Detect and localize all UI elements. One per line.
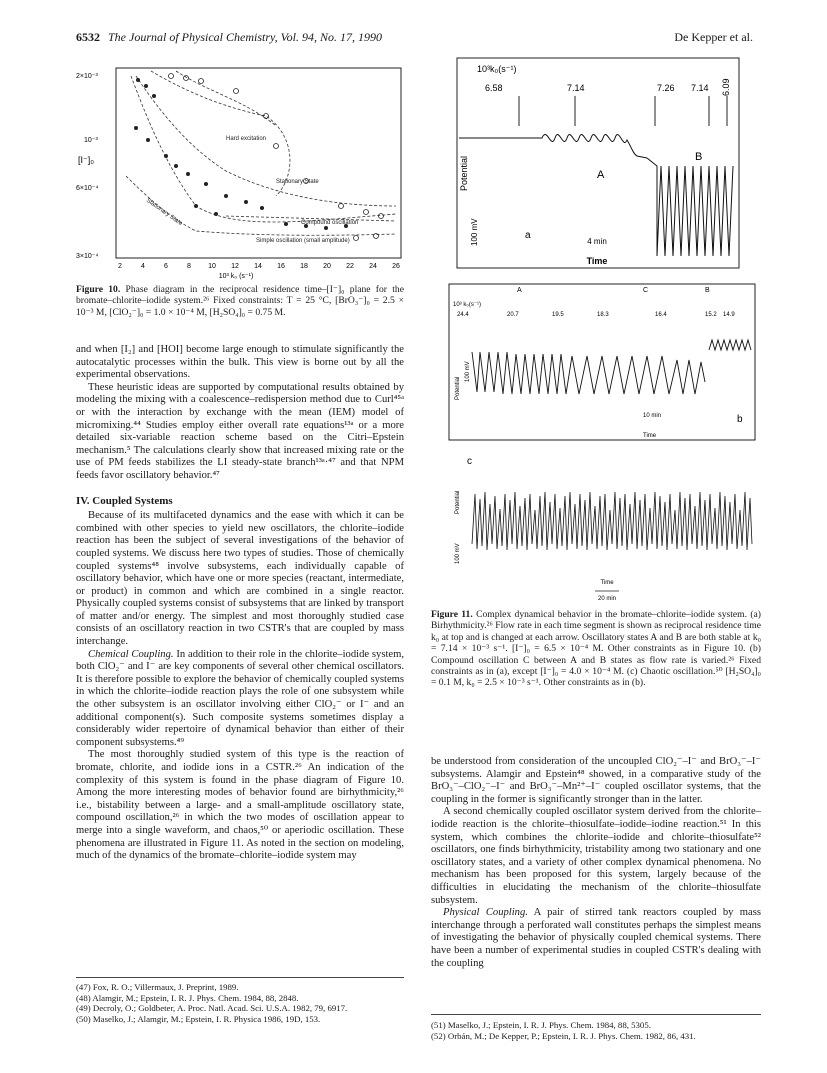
scale-label: 100 mV bbox=[465, 361, 471, 382]
x-tick-label: 26 bbox=[392, 263, 400, 270]
x-tick-label: 8 bbox=[187, 263, 191, 270]
region-label: Stationary State bbox=[144, 197, 184, 228]
paragraph: Chemical Coupling. In addition to their role in the chlorite–iodide system, both ClO₂⁻ and I⁻ are key components of several other chemical oscillators. It is therefore possible to explore the behavior of chemically coupled systems in which the chlorite–iodide reaction plays the role of one subsystem while the other subsystem is an oscillator involving either ClO₂⁻ or I⁻ and an additional component(s). Such composite systems sometimes display a considerably wider repertoire of dynamical behavior than either of their component subsystems.⁴⁹ bbox=[76, 648, 405, 748]
x-tick-labels bbox=[118, 263, 400, 270]
open-markers bbox=[169, 74, 384, 241]
region-label: Hard excitation bbox=[226, 136, 267, 142]
y-tick-label: 6×10⁻⁴ bbox=[76, 185, 99, 192]
journal-name: The Journal of Physical Chemistry, Vol. 94, No. 17, 1990 bbox=[108, 30, 382, 44]
x-tick-label: 12 bbox=[231, 263, 239, 270]
x-tick-label: 24 bbox=[369, 263, 377, 270]
panel-label: c bbox=[467, 456, 472, 467]
figure-10-phase-diagram bbox=[76, 56, 406, 281]
running-header bbox=[76, 30, 753, 48]
x-tick-label: 18 bbox=[300, 263, 308, 270]
paragraph: be understood from consideration of the uncoupled ClO₂⁻–I⁻ and BrO₃⁻–I⁻ subsystems. Alamgir and Epstein⁴⁸ showed, in a comparative study of the BrO₃⁻–ClO₂⁻–I⁻ and BrO₃⁻–Mn²⁺–I⁻ coupled oscillator systems, that the coupling in the former is significantly stronger than in the latter. bbox=[431, 756, 761, 805]
x-tick-label: 6 bbox=[164, 263, 168, 270]
trace bbox=[472, 492, 752, 550]
x-axis-label: Time bbox=[643, 433, 657, 439]
segment-label: C bbox=[643, 287, 649, 294]
trace-A bbox=[459, 135, 647, 158]
y-axis-label: Potential bbox=[455, 490, 461, 514]
state-label-B: B bbox=[695, 151, 703, 163]
section-heading: IV. Coupled Systems bbox=[76, 494, 173, 507]
trace bbox=[472, 352, 705, 394]
trace-small-amplitude bbox=[709, 340, 751, 350]
reference: (49) Decroly, O.; Goldbeter, A. Proc. Natl. Acad. Sci. U.S.A. 1982, 79, 6917. bbox=[76, 1003, 348, 1014]
x-axis-label: Time bbox=[600, 580, 614, 586]
x-tick-label: 20 bbox=[323, 263, 331, 270]
segment-label: B bbox=[705, 287, 710, 294]
page-number: 6532 bbox=[76, 30, 100, 44]
figure-10-caption bbox=[76, 284, 404, 318]
panel-label: a bbox=[525, 230, 531, 241]
x-axis-label: Time bbox=[586, 256, 608, 266]
figure-11-caption bbox=[431, 609, 761, 689]
region-label: Stationary State bbox=[276, 179, 319, 185]
k-value: 15.2 bbox=[705, 312, 717, 318]
panel-frame bbox=[449, 284, 755, 440]
k-value: 20.7 bbox=[507, 312, 519, 318]
x-axis-label: 10³ k₀ (s⁻¹) bbox=[218, 273, 254, 280]
k-value: 16.4 bbox=[655, 312, 667, 318]
y-axis-label: [I⁻]₀ bbox=[78, 155, 94, 165]
x-tick-label: 16 bbox=[277, 263, 285, 270]
footnote-rule bbox=[76, 977, 404, 978]
region-label: Compound oscillation bbox=[301, 220, 359, 226]
k-value: 24.4 bbox=[457, 312, 469, 318]
paragraph: The most thoroughly studied system of this type is the reaction of bromate, chlorite, and iodide ions in a CSTR.²⁶ An indication of the complexity of this system is found in the phase diagram of Figure 10. Among the more interesting modes of behavior found are birhythmicity,²⁶ i.e., bistability between a large- and a small-amplitude oscillatory state, compound oscillation,²⁶ in which the two modes of oscillation appear to merge into a single waveform, and chaos,⁵⁰ or aperiodic oscillation. These phenomena are illustrated in Figure 11. As noted in the section on modeling, much of the dynamics of the bromate–chlorite–iodide system may bbox=[76, 749, 404, 862]
k-value: 6.58 bbox=[485, 83, 503, 93]
y-tick-label: 3×10⁻⁴ bbox=[76, 253, 99, 260]
paragraph: Because of its multifaceted dynamics and the ease with which it can be combined with other species to yield new oscillators, the chlorite–iodide reaction has been the subject of several investigations of the behavior of coupled systems. We discuss here two types of studies. Those of chemically coupled systems⁴⁸ involve subsystems, each individually capable of oscillatory behavior, which have one or more species (reactant, intermediate, or product) in common and which are combined in a single reactor. Physically coupled systems consist of subsystems that are linked by transport of matter and/or energy. The simplest and most thoroughly studied case consists of an oscillatory reaction in two CSTR's that are coupled by mass interchange. bbox=[76, 510, 404, 648]
paragraph: and when [I₂] and [HOI] become large enough to stimulate significantly the autocatalytic processes within the bulk. This view is borne out by all the experimental observations. bbox=[76, 344, 404, 381]
k-value: 6.09 bbox=[721, 78, 731, 96]
k-value: 19.5 bbox=[552, 312, 564, 318]
reference: (51) Maselko, J.; Epstein, I. R. J. Phys. Chem. 1984, 88, 5305. bbox=[431, 1020, 651, 1030]
x-tick-label: 14 bbox=[254, 263, 262, 270]
time-scale-label: 20 min bbox=[597, 596, 617, 602]
k-value: 14.9 bbox=[723, 312, 735, 318]
paragraph: These heuristic ideas are supported by computational results obtained by modeling the mixing with a coalescence–redispersion method due to Curl⁴⁵ᵃ or with the interaction by exchange with the mean (IEM) model of micromixing.⁴⁴ Studies employ either overall rate equations¹³ᵃ or a more detailed six-variable reaction scheme based on the Citri–Epstein mechanism.⁵ The calculations clearly show that increased mixing rate or the use of PM feeds stabilizes the LI steady-state branch¹³ᵃ·⁴⁷ and that NPM feeds favor oscillatory behavior.⁴⁷ bbox=[76, 381, 404, 481]
k-value: 7.26 bbox=[657, 83, 675, 93]
trace-B bbox=[647, 158, 733, 256]
y-axis-label: Potential bbox=[455, 376, 461, 400]
x-tick-label: 4 bbox=[141, 263, 145, 270]
time-scale-label: 10 min bbox=[643, 413, 662, 419]
paragraph-lead: Physical Coupling. bbox=[443, 907, 528, 919]
x-tick-label: 22 bbox=[346, 263, 354, 270]
y-axis-label: Potential bbox=[459, 155, 469, 191]
plot-frame bbox=[116, 68, 401, 258]
y-tick-label: 10⁻³ bbox=[84, 137, 98, 144]
region-label: Simple oscillation (small amplitude) bbox=[256, 238, 350, 244]
data-markers bbox=[134, 78, 348, 230]
right-column bbox=[431, 756, 761, 970]
caption-label: Figure 11. bbox=[431, 609, 473, 620]
x-tick-label: 2 bbox=[118, 263, 122, 270]
segment-label: A bbox=[517, 287, 522, 294]
references-right bbox=[431, 1020, 761, 1041]
reference: (52) Orbán, M.; De Kepper, P.; Epstein, I. R. J. Phys. Chem. 1982, 86, 431. bbox=[431, 1030, 696, 1041]
x-tick-label: 10 bbox=[208, 263, 216, 270]
flow-change-arrows bbox=[519, 96, 727, 126]
reference: (50) Maselko, J.; Alamgir, M.; Epstein, I. R. Physica 1986, 19D, 153. bbox=[76, 1013, 321, 1024]
k-value: 7.14 bbox=[691, 83, 709, 93]
time-scale-label: 4 min bbox=[587, 237, 607, 246]
paragraph: A second chemically coupled oscillator system derived from the chlorite–iodide reaction is the chlorite–thiosulfate–iodide–iodine reaction.⁵¹ In this system, which combines the chlorite–iodide and chlorite–thiosulfate⁵² oscillators, one finds birhythmicity, tristability among two stationary and one oscillatory states, and a variety of other complex dynamical phenomena. No mechanism has been proposed for this system, largely because of the difficulties in elucidating the mechanism of the chlorite–thiosulfate subsystem. bbox=[431, 806, 761, 906]
paragraph: Physical Coupling. A pair of stirred tank reactors coupled by mass interchange through a perforated wall constitutes perhaps the simplest means of investigating the behavior of physically coupled chemical systems. There have been a number of experimental studies in coupled CSTR's dealing with the coupling bbox=[431, 907, 761, 969]
footnote-rule bbox=[431, 1014, 761, 1015]
reference: (48) Alamgir, M.; Epstein, I. R. J. Phys. Chem. 1984, 88, 2848. bbox=[76, 992, 299, 1003]
k-value: 18.3 bbox=[597, 312, 609, 318]
k-values bbox=[457, 312, 735, 318]
caption-text: Phase diagram in the reciprocal residence time–[I⁻]₀ plane for the bromate–chlorite–iodide system.²⁶ Fixed constraints: T = 25 °C, [BrO₃⁻]₀ = 2.5 × 10⁻³ M, [ClO₂⁻]₀ = 1.0 × 10⁻⁴ M, [H₂SO₄]₀ = 0.75 M. bbox=[76, 284, 404, 318]
caption-label: Figure 10. bbox=[76, 284, 121, 295]
references-left bbox=[76, 982, 404, 1024]
scale-label: 100 mV bbox=[455, 543, 461, 564]
y-tick-label: 2×10⁻³ bbox=[76, 73, 98, 80]
panel-label: b bbox=[737, 414, 743, 425]
k-label: 10³k₀(s⁻¹) bbox=[477, 64, 517, 74]
paragraph-lead: Chemical Coupling. bbox=[88, 648, 174, 660]
k-value: 7.14 bbox=[567, 83, 585, 93]
figure-11a-birhythmicity bbox=[447, 56, 747, 271]
scale-label: 100 mV bbox=[470, 218, 479, 246]
state-label-A: A bbox=[597, 169, 605, 181]
figure-11b-compound-oscillation bbox=[447, 282, 759, 442]
left-column bbox=[76, 344, 404, 863]
author-header: De Kepper et al. bbox=[674, 30, 753, 44]
reference: (47) Fox, R. O.; Villermaux, J. Preprint, 1989. bbox=[76, 982, 239, 992]
caption-text: Complex dynamical behavior in the bromate–chlorite–iodide system. (a) Birhythmicity.²⁶ Flow rate in each time segment is shown as reciprocal residence time k₀ at top and is changed at each arrow. Oscillatory states A and B are both stable at k₀ = 7.14 × 10⁻³ s⁻¹. [I⁻]₀ = 6.5 × 10⁻⁴ M. Other constraints as in Figure 10. (b) Compound oscillation C between A and B states as flow rate is varied.²⁶ Fixed constraints as in (a), except [I⁻]₀ = 4.0 × 10⁻⁴ M. (c) Chaotic oscillation.⁵⁰ [H₂SO₄]₀ = 0.1 M, k₀ = 2.5 × 10⁻³ s⁻¹. Other constraints as in (b). bbox=[431, 609, 761, 689]
figure-11c-chaotic-oscillation bbox=[447, 454, 759, 604]
k-label: 10³ k₀(s⁻¹) bbox=[453, 302, 481, 308]
